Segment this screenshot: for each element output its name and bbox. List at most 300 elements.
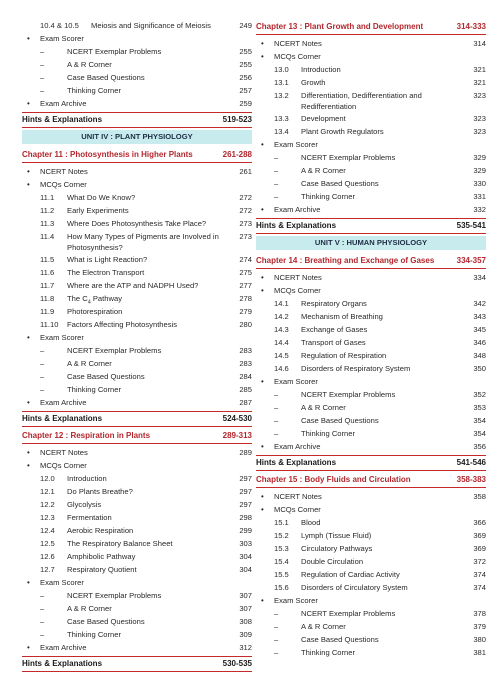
topic-title: Double Circulation [301, 557, 364, 566]
page-number: 297 [239, 487, 252, 496]
page-number: 348 [473, 351, 486, 360]
toc-topic-item [256, 555, 486, 568]
subitem-label: A & R Corner [67, 359, 112, 368]
page-number: 380 [473, 635, 486, 644]
page-number: 312 [239, 643, 252, 652]
bullet-icon: • [27, 333, 30, 342]
page-number: 321 [473, 65, 486, 74]
toc-subitem [22, 344, 252, 357]
section-label: Exam Scorer [40, 34, 84, 43]
topic-title: Factors Affecting Photosynthesis [67, 320, 178, 329]
toc-subitem [22, 615, 252, 628]
topic-number: 15.4 [274, 557, 289, 566]
toc-topic-item [22, 266, 252, 279]
toc-section-item [22, 446, 252, 459]
section-label: Exam Scorer [274, 140, 318, 149]
toc-subitem [22, 383, 252, 396]
bullet-icon: • [261, 492, 264, 501]
page-number: 354 [473, 416, 486, 425]
topic-number: 13.0 [274, 65, 289, 74]
dash-icon: – [274, 635, 279, 644]
topic-title: Photorespiration [67, 307, 123, 316]
bullet-icon: • [261, 596, 264, 605]
page-number: 298 [239, 513, 252, 522]
dash-icon: – [40, 346, 45, 355]
page-number: 299 [239, 526, 252, 535]
page-number: 350 [473, 364, 486, 373]
chapter-heading [256, 253, 486, 269]
toc-left-column [22, 19, 252, 673]
hints-explanations-row [22, 656, 252, 672]
page-number: 307 [239, 591, 252, 600]
topic-number: 11.9 [40, 307, 55, 316]
topic-title: Amphibolic Pathway [67, 552, 136, 561]
toc-topic-item [22, 253, 252, 266]
page-number: 255 [239, 47, 252, 56]
bullet-icon: • [27, 643, 30, 652]
toc-topic-item [256, 89, 486, 112]
toc-topic-item [256, 310, 486, 323]
topic-title: The Respiratory Balance Sheet [67, 539, 173, 548]
bullet-icon: • [27, 578, 30, 587]
topic-number: 11.1 [40, 193, 55, 202]
toc-topic-item [22, 305, 252, 318]
dash-icon: – [40, 86, 45, 95]
page-number: 272 [239, 193, 252, 202]
topic-title: Transport of Gases [301, 338, 366, 347]
dash-icon: – [274, 179, 279, 188]
subitem-label: Thinking Corner [301, 429, 356, 438]
bullet-icon: • [27, 34, 30, 43]
toc-section-item [256, 503, 486, 516]
section-label: MCQs Corner [274, 52, 321, 61]
subitem-label: A & R Corner [67, 60, 112, 69]
page-number: 256 [239, 73, 252, 82]
page-number: 283 [239, 346, 252, 355]
chapter-heading [22, 147, 252, 163]
topic-title: Regulation of Respiration [301, 351, 387, 360]
toc-topic-item [22, 318, 252, 331]
subitem-label: Thinking Corner [67, 385, 122, 394]
dash-icon: – [274, 609, 279, 618]
chapter-page-range: 289-313 [222, 431, 252, 440]
hints-page-range: 530-535 [222, 659, 252, 668]
section-label: NCERT Notes [274, 39, 322, 48]
section-label: MCQs Corner [40, 461, 87, 470]
dash-icon: – [274, 429, 279, 438]
topic-title: Do Plants Breathe? [67, 487, 133, 496]
page-number: 379 [473, 622, 486, 631]
subitem-label: Thinking Corner [67, 630, 122, 639]
toc-subitem [256, 401, 486, 414]
page-number: 283 [239, 359, 252, 368]
dash-icon: – [40, 60, 45, 69]
dash-icon: – [274, 416, 279, 425]
hints-label: Hints & Explanations [22, 414, 103, 423]
toc-topic-item [256, 529, 486, 542]
page-number: 273 [239, 232, 252, 241]
page-number: 352 [473, 390, 486, 399]
bullet-icon: • [27, 448, 30, 457]
subitem-label: Case Based Questions [301, 416, 379, 425]
toc-topic-item [22, 472, 252, 485]
toc-section-item [22, 97, 252, 110]
toc-subitem [256, 164, 486, 177]
page-number: 321 [473, 78, 486, 87]
bullet-icon: • [261, 505, 264, 514]
page-number: 308 [239, 617, 252, 626]
bullet-icon: • [261, 205, 264, 214]
toc-topic-item [22, 217, 252, 230]
toc-topic-item [22, 498, 252, 511]
page-number: 329 [473, 153, 486, 162]
page-number: 345 [473, 325, 486, 334]
chapter-page-range: 334-357 [456, 256, 486, 265]
subitem-label: NCERT Exemplar Problems [67, 591, 162, 600]
toc-section-item [256, 37, 486, 50]
section-label: Exam Archive [274, 205, 321, 214]
topic-title: How Many Types of Pigments are Involved in Photosynthesis? [67, 232, 219, 252]
hints-page-range: 519-523 [222, 115, 252, 124]
dash-icon: – [274, 648, 279, 657]
section-label: Exam Archive [40, 99, 87, 108]
bullet-icon: • [27, 99, 30, 108]
bullet-icon: • [261, 442, 264, 451]
unit-heading: UNIT V : HUMAN PHYSIOLOGY [256, 236, 486, 250]
chapter-heading [22, 428, 252, 444]
toc-topic-item [256, 297, 486, 310]
topic-number: 12.6 [40, 552, 55, 561]
toc-subitem [22, 71, 252, 84]
dash-icon: – [40, 385, 45, 394]
page-number: 257 [239, 86, 252, 95]
subitem-label: A & R Corner [301, 403, 346, 412]
page-number: 334 [473, 273, 486, 282]
subitem-label: NCERT Exemplar Problems [67, 346, 162, 355]
chapter-title: Chapter 12 : Respiration in Plants [22, 431, 151, 440]
subitem-label: Thinking Corner [67, 86, 122, 95]
topic-number: 14.6 [274, 364, 289, 373]
hints-explanations-row [22, 112, 252, 128]
bullet-icon: • [261, 52, 264, 61]
topic-number: 12.2 [40, 500, 55, 509]
topic-number: 12.5 [40, 539, 55, 548]
topic-number: 15.1 [274, 518, 289, 527]
toc-subitem [22, 370, 252, 383]
topic-title: What is Light Reaction? [67, 255, 148, 264]
section-label: NCERT Notes [40, 448, 88, 457]
page-number: 278 [239, 294, 252, 303]
page-number: 343 [473, 312, 486, 321]
topic-number: 11.6 [40, 268, 55, 277]
page-number: 332 [473, 205, 486, 214]
topic-number: 15.2 [274, 531, 289, 540]
section-label: Exam Scorer [40, 578, 84, 587]
topic-title: Disorders of Respiratory System [301, 364, 411, 373]
chapter-title: Chapter 11 : Photosynthesis in Higher Plants [22, 150, 193, 159]
topic-title: Mechanism of Breathing [301, 312, 383, 321]
topic-title: Fermentation [67, 513, 112, 522]
subitem-label: NCERT Exemplar Problems [301, 390, 396, 399]
topic-number: 13.3 [274, 114, 289, 123]
subitem-label: NCERT Exemplar Problems [301, 153, 396, 162]
topic-title: Lymph (Tissue Fluid) [301, 531, 372, 540]
toc-topic-item [256, 581, 486, 594]
toc-subitem [22, 602, 252, 615]
section-label: Exam Scorer [274, 596, 318, 605]
page-number: 374 [473, 570, 486, 579]
toc-topic-item [22, 279, 252, 292]
page-number: 323 [473, 91, 486, 100]
page-number: 304 [239, 552, 252, 561]
toc-topic-item [22, 485, 252, 498]
page-number: 329 [473, 166, 486, 175]
dash-icon: – [40, 47, 45, 56]
page-number: 280 [239, 320, 252, 329]
section-label: Exam Scorer [274, 377, 318, 386]
topic-number: 15.5 [274, 570, 289, 579]
toc-section-item [256, 440, 486, 453]
toc-section-item [22, 32, 252, 45]
page-number: 369 [473, 544, 486, 553]
page-number: 366 [473, 518, 486, 527]
toc-section-item [22, 641, 252, 654]
page-number: 331 [473, 192, 486, 201]
topic-number: 14.2 [274, 312, 289, 321]
chapter-page-range: 314-333 [456, 22, 486, 31]
toc-section-item [22, 396, 252, 409]
toc-section-item [256, 138, 486, 151]
subitem-label: A & R Corner [67, 604, 112, 613]
topic-title: Disorders of Circulatory System [301, 583, 408, 592]
chapter-heading [256, 472, 486, 488]
page-number: 261 [239, 167, 252, 176]
topic-title: Regulation of Cardiac Activity [301, 570, 400, 579]
chapter-page-range: 358-383 [456, 475, 486, 484]
toc-section-item [256, 50, 486, 63]
bullet-icon: • [261, 286, 264, 295]
subitem-label: Thinking Corner [301, 192, 356, 201]
toc-section-item [22, 178, 252, 191]
topic-number: 11.8 [40, 294, 55, 303]
page-number: 279 [239, 307, 252, 316]
topic-number: 12.1 [40, 487, 55, 496]
page-number: 284 [239, 372, 252, 381]
dash-icon: – [40, 630, 45, 639]
topic-title: Blood [301, 518, 321, 527]
toc-subitem [22, 58, 252, 71]
topic-title: Where are the ATP and NADPH Used? [67, 281, 199, 290]
page-number: 356 [473, 442, 486, 451]
topic-number: 11.5 [40, 255, 55, 264]
section-label: MCQs Corner [40, 180, 87, 189]
page-number: 297 [239, 500, 252, 509]
topic-number: 14.5 [274, 351, 289, 360]
page-number: 303 [239, 539, 252, 548]
subitem-label: Case Based Questions [67, 73, 145, 82]
topic-number: 13.1 [274, 78, 289, 87]
topic-title: The $C_4$ Pathway [67, 294, 122, 306]
toc-topic-item [256, 76, 486, 89]
hints-page-range: 541-546 [456, 458, 486, 467]
page-number: 307 [239, 604, 252, 613]
bullet-icon: • [261, 377, 264, 386]
dash-icon: – [274, 390, 279, 399]
toc-section-item [256, 203, 486, 216]
hints-label: Hints & Explanations [22, 115, 103, 124]
toc-topic-item [256, 362, 486, 375]
dash-icon: – [274, 622, 279, 631]
page-number: 346 [473, 338, 486, 347]
dash-icon: – [40, 359, 45, 368]
topic-title: Plant Growth Regulators [301, 127, 384, 136]
toc-topic-item [256, 349, 486, 362]
section-label: Exam Scorer [40, 333, 84, 342]
hints-label: Hints & Explanations [256, 221, 337, 230]
topic-number: 12.4 [40, 526, 55, 535]
topic-number: 10.4 & 10.5 [40, 21, 79, 30]
dash-icon: – [40, 73, 45, 82]
page-number: 358 [473, 492, 486, 501]
toc-section-item [256, 284, 486, 297]
topic-number: 15.3 [274, 544, 289, 553]
topic-number: 12.0 [40, 474, 55, 483]
page-number: 289 [239, 448, 252, 457]
hints-explanations-row [22, 411, 252, 427]
toc-topic-item [256, 542, 486, 555]
page-number: 378 [473, 609, 486, 618]
topic-number: 11.4 [40, 232, 55, 241]
topic-title: Introduction [67, 474, 107, 483]
page-number: 275 [239, 268, 252, 277]
toc-topic-item [22, 230, 252, 253]
toc-topic-item [256, 568, 486, 581]
toc-subitem [256, 620, 486, 633]
toc-subitem [22, 628, 252, 641]
toc-section-item [22, 165, 252, 178]
section-label: NCERT Notes [274, 492, 322, 501]
chapter-title: Chapter 15 : Body Fluids and Circulation [256, 475, 411, 484]
subitem-label: Case Based Questions [67, 617, 145, 626]
toc-subitem [22, 84, 252, 97]
subitem-label: Thinking Corner [301, 648, 356, 657]
toc-subitem [256, 607, 486, 620]
toc-topic-item [22, 204, 252, 217]
page-number: 274 [239, 255, 252, 264]
section-label: MCQs Corner [274, 286, 321, 295]
toc-section-item [256, 594, 486, 607]
dash-icon: – [40, 617, 45, 626]
topic-number: 12.7 [40, 565, 55, 574]
subitem-label: NCERT Exemplar Problems [67, 47, 162, 56]
toc-subitem [256, 633, 486, 646]
topic-title: Introduction [301, 65, 341, 74]
topic-number: 13.2 [274, 91, 289, 100]
subitem-label: Case Based Questions [301, 635, 379, 644]
topic-title: Growth [301, 78, 326, 87]
topic-number: 11.2 [40, 206, 55, 215]
chapter-page-range: 261-288 [222, 150, 252, 159]
page-number: 309 [239, 630, 252, 639]
toc-topic-item [22, 524, 252, 537]
page-number: 249 [239, 21, 252, 30]
hints-label: Hints & Explanations [256, 458, 337, 467]
toc-subitem [22, 589, 252, 602]
toc-topic-item [22, 19, 252, 32]
page-number: 314 [473, 39, 486, 48]
topic-number: 14.3 [274, 325, 289, 334]
subitem-label: Case Based Questions [301, 179, 379, 188]
page-number: 273 [239, 219, 252, 228]
topic-number: 14.1 [274, 299, 289, 308]
topic-number: 15.6 [274, 583, 289, 592]
page-number: 353 [473, 403, 486, 412]
page-number: 272 [239, 206, 252, 215]
chapter-heading [256, 19, 486, 35]
toc-subitem [22, 357, 252, 370]
page-number: 374 [473, 583, 486, 592]
topic-title: What Do We Know? [67, 193, 136, 202]
topic-title: Meiosis and Significance of Meiosis [91, 21, 211, 30]
page-number: 323 [473, 114, 486, 123]
section-label: NCERT Notes [274, 273, 322, 282]
toc-topic-item [22, 563, 252, 576]
hints-label: Hints & Explanations [22, 659, 103, 668]
section-label: NCERT Notes [40, 167, 88, 176]
topic-title: The Electron Transport [67, 268, 145, 277]
dash-icon: – [40, 372, 45, 381]
page-number: 369 [473, 531, 486, 540]
hints-explanations-row [256, 455, 486, 471]
topic-title: Glycolysis [67, 500, 102, 509]
toc-topic-item [256, 516, 486, 529]
page-number: 285 [239, 385, 252, 394]
chapter-title: Chapter 13 : Plant Growth and Development [256, 22, 424, 31]
topic-title: Exchange of Gases [301, 325, 368, 334]
bullet-icon: • [261, 39, 264, 48]
topic-title: Circulatory Pathways [301, 544, 373, 553]
topic-title: Development [301, 114, 346, 123]
page-number: 354 [473, 429, 486, 438]
section-label: Exam Archive [40, 398, 87, 407]
bullet-icon: • [27, 167, 30, 176]
hints-page-range: 535-541 [456, 221, 486, 230]
subitem-label: Case Based Questions [67, 372, 145, 381]
toc-section-item [256, 490, 486, 503]
topic-title: Differentiation, Dedifferentiation and Redifferentiation [301, 91, 422, 111]
page-number: 304 [239, 565, 252, 574]
toc-topic-item [22, 537, 252, 550]
toc-section-item [22, 576, 252, 589]
toc-topic-item [256, 112, 486, 125]
toc-topic-item [256, 323, 486, 336]
toc-subitem [256, 177, 486, 190]
toc-section-item [256, 375, 486, 388]
toc-section-item [256, 271, 486, 284]
topic-title: Where Does Photosynthesis Take Place? [67, 219, 207, 228]
toc-subitem [22, 45, 252, 58]
unit-heading: UNIT IV : PLANT PHYSIOLOGY [22, 130, 252, 144]
subitem-label: A & R Corner [301, 622, 346, 631]
toc-topic-item [256, 63, 486, 76]
dash-icon: – [274, 403, 279, 412]
topic-number: 12.3 [40, 513, 55, 522]
toc-section-item [22, 459, 252, 472]
bullet-icon: • [261, 273, 264, 282]
topic-number: 11.10 [40, 320, 59, 329]
topic-title: Respiratory Quotient [67, 565, 137, 574]
toc-right-column [256, 19, 486, 659]
